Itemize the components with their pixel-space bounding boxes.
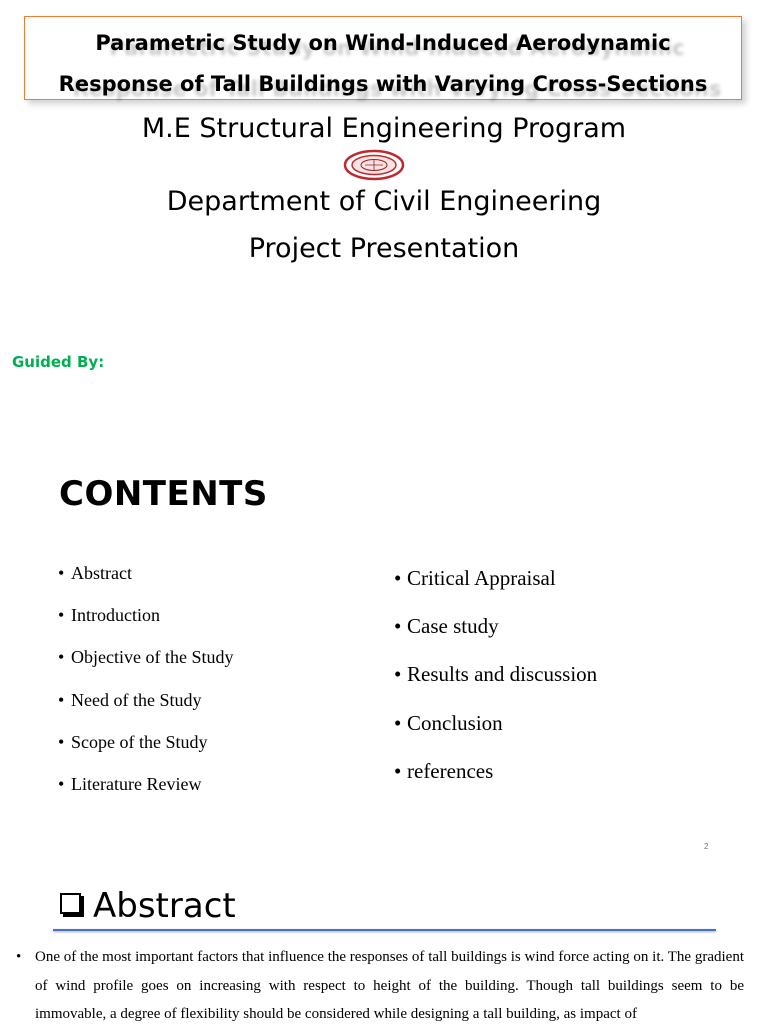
abstract-bullet: •: [16, 949, 22, 965]
presentation-label: Project Presentation: [248, 233, 520, 264]
checkbox-icon: [60, 893, 81, 914]
list-item: • Critical Appraisal: [394, 566, 556, 590]
abstract-heading-text: Abstract: [93, 886, 236, 926]
contents-heading: CONTENTS: [59, 474, 268, 514]
list-item: • references: [394, 758, 494, 783]
abstract-body: One of the most important factors that influence the responses of tall buildings is wind force acting on it. The gradient of wind profile goes on increasing with respect to height of the building. Though tall buildings seem to be immovable, a degree of flexibility should be considered while designing a tall building, as impact of: [35, 949, 744, 1023]
page-number: 2: [704, 842, 709, 851]
title-box: [24, 16, 742, 100]
department-name: Department of Civil Engineering: [166, 186, 602, 217]
abstract-heading: [60, 886, 236, 926]
list-item: • Need of the Study: [58, 689, 202, 710]
list-item: • Introduction: [58, 605, 160, 626]
contents-list-left: [58, 563, 233, 816]
list-item: • Case study: [394, 614, 499, 639]
list-item: • Conclusion: [394, 710, 503, 735]
program-name: M.E Structural Engineering Program: [141, 113, 627, 144]
college-seal-icon: [343, 149, 405, 185]
title-line-2: Response of Tall Buildings with Varying Cross-Sections: [58, 72, 708, 96]
divider: [53, 929, 716, 931]
list-item: • Literature Review: [58, 773, 202, 794]
contents-list-right: [394, 566, 597, 807]
title-line-1: Parametric Study on Wind-Induced Aerodynamic: [95, 31, 671, 55]
list-item: • Objective of the Study: [58, 647, 234, 668]
list-item: • Abstract: [58, 563, 132, 583]
list-item: • Results and discussion: [394, 662, 598, 687]
guided-by-label: Guided By:: [12, 353, 105, 371]
list-item: • Scope of the Study: [58, 731, 208, 752]
